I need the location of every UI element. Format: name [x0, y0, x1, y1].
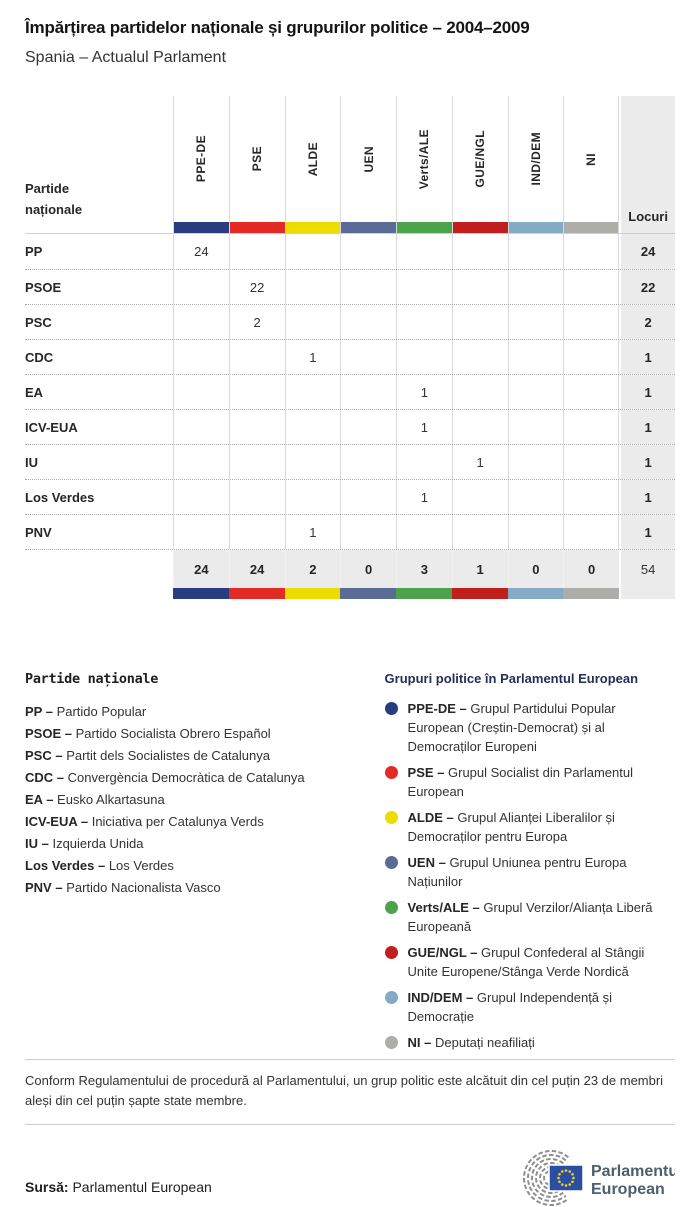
column-header-label: GUE/NGL: [473, 130, 488, 188]
value-cell: [563, 515, 619, 549]
group-abbr: PPE-DE –: [407, 701, 467, 716]
value-cell: [452, 410, 508, 444]
group-legend-text: NI – Deputați neafiliați: [407, 1035, 535, 1050]
row-label: PSC: [25, 314, 52, 330]
group-abbr: UEN –: [407, 855, 446, 870]
total-cell: 2: [285, 550, 341, 588]
value-cell: 24: [173, 234, 229, 269]
party-legend-item: EA – Eusko Alkartasuna: [25, 792, 165, 807]
column-header-label: UEN: [361, 145, 376, 173]
value-cell: [396, 234, 452, 269]
value-cell: 1: [452, 445, 508, 479]
group-legend-text: PPE-DE – Grupul Partidului Popular European (Creștin-Democrat) și al Democraților Europeni: [407, 701, 616, 754]
value-cell: [229, 375, 285, 409]
legend-color-dot: [385, 991, 398, 1004]
value-cell: [173, 305, 229, 339]
column-header-IND/DEM: [508, 96, 564, 233]
group-color-bar: [340, 588, 396, 599]
table-row: [25, 479, 675, 514]
group-legend-text: ALDE – Grupul Alianței Liberalilor și Democraților pentru Europa: [407, 810, 615, 844]
value-cell: [452, 515, 508, 549]
value-cell: [173, 340, 229, 374]
column-header-ALDE: [285, 96, 341, 233]
value-cell: [285, 375, 341, 409]
party-legend-list: [25, 701, 375, 899]
value-cell: [173, 515, 229, 549]
row-header-label-text: Partide naționale: [25, 181, 83, 217]
value-cell: [229, 410, 285, 444]
value-cell: [285, 480, 341, 514]
column-header-label: Verts/ALE: [417, 128, 432, 190]
total-cell: 0: [340, 550, 396, 588]
party-abbr: IU –: [25, 836, 49, 851]
group-color-bar: [173, 588, 229, 599]
group-legend-item: [385, 898, 675, 936]
group-color-bar: [230, 222, 285, 233]
column-header-label: ALDE: [305, 141, 320, 177]
total-cell: 3: [396, 550, 452, 588]
logo-wordmark-line1: Parlamentul: [591, 1163, 675, 1180]
table-row: [25, 339, 675, 374]
value-cell: [285, 410, 341, 444]
party-abbr: PNV –: [25, 880, 63, 895]
value-cell: 1: [396, 410, 452, 444]
value-cell: [508, 234, 564, 269]
party-abbr: CDC –: [25, 770, 65, 785]
group-legend-text: PSE – Grupul Socialist din Parlamentul European: [407, 765, 633, 799]
column-header-label: NI: [584, 152, 599, 166]
group-abbr: IND/DEM –: [407, 990, 474, 1005]
group-color-bar: [397, 222, 452, 233]
row-label: Los Verdes: [25, 489, 95, 505]
group-legend-item: [385, 943, 675, 981]
page-title: Împărțirea partidelor naționale și grupurilor politice – 2004–2009: [25, 18, 530, 37]
parliament-hemicycle-icon: [505, 1149, 675, 1207]
value-cell: [563, 305, 619, 339]
value-cell: [563, 445, 619, 479]
source-value: Parlamentul European: [72, 1179, 212, 1195]
value-cell: [173, 375, 229, 409]
value-cell: [340, 234, 396, 269]
group-legend: [385, 671, 675, 1059]
value-cell: [340, 270, 396, 304]
value-cell: [452, 305, 508, 339]
seats-cell: 1: [621, 410, 675, 444]
group-color-bar: [286, 222, 341, 233]
legend-color-dot: [385, 811, 398, 824]
row-label: EA: [25, 384, 44, 400]
page-subtitle: Spania – Actualul Parlament: [25, 49, 227, 66]
group-abbr: GUE/NGL –: [407, 945, 478, 960]
table-body: [25, 234, 675, 549]
group-color-bar: [174, 222, 229, 233]
value-cell: [229, 445, 285, 479]
column-header-PPE-DE: [173, 96, 229, 233]
table-bars-row: [25, 588, 675, 599]
value-cell: [508, 305, 564, 339]
legends: [25, 671, 675, 1059]
value-cell: [396, 445, 452, 479]
value-cell: 1: [396, 375, 452, 409]
column-header-NI: [563, 96, 619, 233]
value-cell: [452, 480, 508, 514]
party-legend-item: ICV-EUA – Iniciativa per Catalunya Verds: [25, 814, 264, 829]
eu-flag: [549, 1165, 583, 1191]
value-cell: [563, 340, 619, 374]
source-row: [25, 1149, 675, 1207]
value-cell: [229, 340, 285, 374]
group-abbr: ALDE –: [407, 810, 454, 825]
party-legend-title: Partide naționale: [25, 671, 159, 687]
group-legend-list: [385, 699, 675, 1052]
legend-color-dot: [385, 766, 398, 779]
row-label: IU: [25, 454, 38, 470]
seats-cell: 24: [621, 234, 675, 269]
party-abbr: PSOE –: [25, 726, 72, 741]
group-legend-item: [385, 988, 675, 1026]
group-color-bar: [563, 588, 619, 599]
total-cell: 24: [229, 550, 285, 588]
value-cell: 2: [229, 305, 285, 339]
logo-wordmark-line2: European: [591, 1181, 665, 1198]
table-row: [25, 269, 675, 304]
total-cell: 1: [452, 550, 508, 588]
value-cell: [285, 234, 341, 269]
legend-color-dot: [385, 856, 398, 869]
table-row: [25, 514, 675, 549]
legend-color-dot: [385, 901, 398, 914]
value-cell: [285, 270, 341, 304]
value-cell: [508, 410, 564, 444]
value-cell: [229, 234, 285, 269]
row-header-label: [25, 96, 173, 233]
group-abbr: PSE –: [407, 765, 445, 780]
value-cell: [229, 515, 285, 549]
value-cell: [396, 270, 452, 304]
value-cell: [173, 270, 229, 304]
value-cell: [508, 375, 564, 409]
source-label: Sursă:: [25, 1179, 69, 1195]
group-legend-text: UEN – Grupul Uniunea pentru Europa Națiunilor: [407, 855, 627, 889]
total-cell: 24: [173, 550, 229, 588]
group-color-bar: [396, 588, 452, 599]
group-legend-item: [385, 699, 675, 756]
seats-column-footer: [621, 588, 675, 599]
value-cell: [563, 410, 619, 444]
group-color-bar: [341, 222, 396, 233]
total-cell: 0: [563, 550, 619, 588]
group-color-bar: [453, 222, 508, 233]
value-cell: [563, 270, 619, 304]
value-cell: [508, 445, 564, 479]
value-cell: [452, 270, 508, 304]
party-legend-item: PSC – Partit dels Socialistes de Catalunya: [25, 748, 270, 763]
value-cell: [340, 480, 396, 514]
column-header-Verts/ALE: [396, 96, 452, 233]
group-color-bar: [229, 588, 285, 599]
group-legend-item: [385, 853, 675, 891]
group-abbr: Verts/ALE –: [407, 900, 480, 915]
value-cell: [340, 445, 396, 479]
group-legend-text: GUE/NGL – Grupul Confederal al Stângii Unite Europene/Stânga Verde Nordică: [407, 945, 645, 979]
table-row: [25, 374, 675, 409]
column-header-label: PSE: [250, 146, 265, 172]
value-cell: [173, 410, 229, 444]
value-cell: 1: [396, 480, 452, 514]
seats-cell: 1: [621, 340, 675, 374]
table-header-row: [25, 96, 675, 234]
value-cell: [563, 480, 619, 514]
group-legend-title: Grupuri politice în Parlamentul European: [384, 671, 639, 686]
row-label: ICV-EUA: [25, 419, 78, 435]
value-cell: [340, 410, 396, 444]
value-cell: 1: [285, 515, 341, 549]
row-label: CDC: [25, 349, 54, 365]
party-abbr: PSC –: [25, 748, 63, 763]
table-row: [25, 409, 675, 444]
seats-cell: 1: [621, 445, 675, 479]
value-cell: [452, 375, 508, 409]
value-cell: [340, 515, 396, 549]
column-header-GUE/NGL: [452, 96, 508, 233]
value-cell: [340, 375, 396, 409]
value-cell: [508, 270, 564, 304]
legend-color-dot: [385, 702, 398, 715]
source-text: [25, 1179, 212, 1195]
group-legend-item: [385, 763, 675, 801]
party-abbr: PP –: [25, 704, 53, 719]
party-legend-item: IU – Izquierda Unida: [25, 836, 144, 851]
column-header-label: IND/DEM: [528, 132, 543, 186]
party-legend-item: PSOE – Partido Socialista Obrero Español: [25, 726, 271, 741]
seats-cell: 1: [621, 480, 675, 514]
row-label: PSOE: [25, 279, 62, 295]
bars-row-spacer: [25, 588, 173, 599]
party-legend-item: PNV – Partido Nacionalista Vasco: [25, 880, 221, 895]
group-color-bar: [285, 588, 341, 599]
party-legend-item: PP – Partido Popular: [25, 704, 147, 719]
party-legend: [25, 671, 375, 899]
value-cell: [508, 340, 564, 374]
legend-color-dot: [385, 946, 398, 959]
total-seats-cell: 54: [621, 550, 675, 588]
value-cell: [340, 305, 396, 339]
totals-row-label: [25, 550, 173, 588]
value-cell: [396, 340, 452, 374]
divider-top: [25, 1059, 675, 1060]
value-cell: [173, 480, 229, 514]
party-legend-item: CDC – Convergència Democràtica de Catalunya: [25, 770, 305, 785]
value-cell: 1: [285, 340, 341, 374]
seats-column-header: Locuri: [621, 96, 675, 233]
value-cell: [508, 515, 564, 549]
table-row: [25, 444, 675, 479]
value-cell: [563, 375, 619, 409]
row-label: PP: [25, 244, 43, 259]
value-cell: [508, 480, 564, 514]
value-cell: [229, 480, 285, 514]
value-cell: [285, 445, 341, 479]
value-cell: [396, 305, 452, 339]
group-color-bar: [508, 588, 564, 599]
value-cell: [452, 340, 508, 374]
seats-cell: 1: [621, 375, 675, 409]
group-abbr: NI –: [407, 1035, 432, 1050]
party-legend-item: Los Verdes – Los Verdes: [25, 858, 174, 873]
party-abbr: Los Verdes –: [25, 858, 106, 873]
total-cell: 0: [508, 550, 564, 588]
table-row: [25, 234, 675, 269]
value-cell: [563, 234, 619, 269]
group-color-bar: [509, 222, 564, 233]
value-cell: 22: [229, 270, 285, 304]
value-cell: [396, 515, 452, 549]
group-legend-item: [385, 808, 675, 846]
column-header-label: PPE-DE: [194, 135, 209, 183]
table-row: [25, 304, 675, 339]
row-label: PNV: [25, 524, 52, 540]
seats-distribution-table: [25, 96, 675, 599]
party-abbr: ICV-EUA –: [25, 814, 89, 829]
value-cell: [452, 234, 508, 269]
seats-cell: 22: [621, 270, 675, 304]
group-legend-item: [385, 1033, 675, 1052]
seats-cell: 2: [621, 305, 675, 339]
column-header-UEN: [340, 96, 396, 233]
seats-cell: 1: [621, 515, 675, 549]
value-cell: [340, 340, 396, 374]
value-cell: [285, 305, 341, 339]
group-color-bar: [564, 222, 618, 233]
group-legend-text: Verts/ALE – Grupul Verzilor/Alianța Liberă Europeană: [407, 900, 653, 934]
column-header-PSE: [229, 96, 285, 233]
table-totals-row: [25, 549, 675, 588]
legend-color-dot: [385, 1036, 398, 1049]
group-legend-text: IND/DEM – Grupul Independență și Democrație: [407, 990, 613, 1024]
party-abbr: EA –: [25, 792, 54, 807]
value-cell: [173, 445, 229, 479]
footnote: Conform Regulamentului de procedură al Parlamentului, un grup politic este alcătuit din cel puțin 23 de membri aleși din cel puțin șapte state membre.: [25, 1073, 664, 1108]
group-color-bar: [452, 588, 508, 599]
european-parliament-logo: [505, 1149, 675, 1207]
